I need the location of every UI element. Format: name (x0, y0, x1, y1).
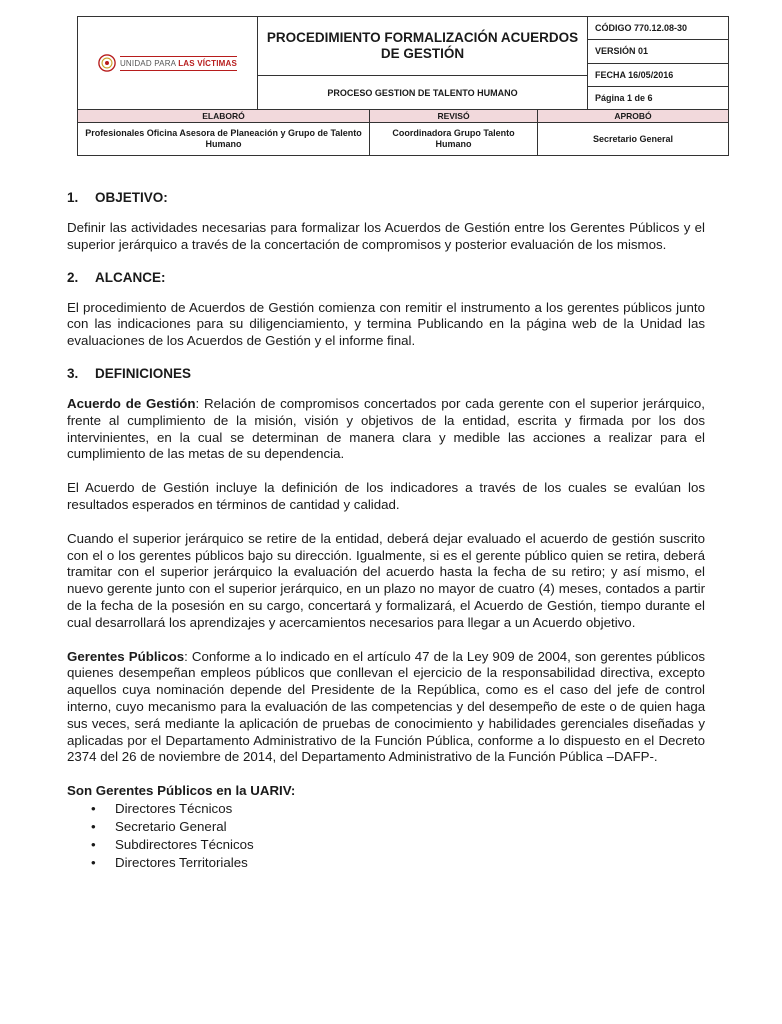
list-item: • Secretario General (115, 818, 705, 836)
process-name: PROCESO GESTION DE TALENTO HUMANO (327, 87, 518, 98)
list-title: Son Gerentes Públicos en la UARIV: (67, 783, 296, 799)
document-date: FECHA 16/05/2016 (588, 64, 728, 87)
signature-value: Secretario General (592, 133, 674, 144)
signature-reviso (370, 110, 538, 155)
signature-heading: APROBÓ (538, 110, 728, 123)
logo-cell (78, 17, 258, 109)
signature-elaboro (78, 110, 370, 155)
definition-gerentes-publicos: Gerentes Públicos: Conforme a lo indicado en el artículo 47 de la Ley 909 de 2004, son gerentes públicos quienes desempeñan empleos públicos que conllevan el ejercicio de la responsabilidad directiva, excepto aquellos cuya nominación depende del Presidente de la República, como es el caso del jefe de control interno, cuyo mecanismo para la evaluación de las competencias y del desempeño de este o de quien haga sus veces, será mediante la aplicación de pruebas de conocimiento y habilidades gerenciales diseñadas y aplicadas por el Departamento Administrativo de la Función Pública, conforme a lo dispuesto en el Decreto 2374 del 26 de noviembre de 2014, del Departamento Administrativo de la Función Pública –DAFP-. (67, 648, 705, 765)
definition-acuerdo-de-gestion: Acuerdo de Gestión: Relación de compromisos concertados por cada gerente con el superior jerárquico, frente al cumplimiento de la misión, visión y objetivos de la entidad, escrita y firmada por los dos intervinientes, en la cual se determinan de manera clara y medible las acciones a realizar para el cumplimiento de las metas de su dependencia. (67, 395, 705, 462)
logo-text: UNIDAD PARA LAS VÍCTIMAS (120, 56, 237, 71)
term-label: Gerentes Públicos (67, 648, 185, 664)
section-objetivo-text: Definir las actividades necesarias para formalizar los Acuerdos de Gestión entre los Gerentes Públicos y el superior jerárquico a través de la concertación de compromisos y posterior evaluación de los mismos. (67, 220, 705, 252)
term-label: Acuerdo de Gestión (67, 395, 196, 411)
signature-heading: ELABORÓ (78, 110, 369, 123)
document-code: CÓDIGO 770.12.08-30 (588, 17, 728, 40)
list-item: • Directores Territoriales (115, 854, 705, 872)
signature-aprobo (538, 110, 728, 155)
signature-heading: REVISÓ (370, 110, 537, 123)
logo (98, 54, 237, 72)
document-header (77, 16, 729, 156)
document-title: PROCEDIMIENTO FORMALIZACIÓN ACUERDOS DE GESTIÓN (258, 17, 587, 76)
header-top-row (77, 16, 729, 110)
title-cell (258, 17, 588, 109)
signatures-row (77, 110, 729, 156)
list-item: • Subdirectores Técnicos (115, 836, 705, 854)
section-alcance-title: 2. ALCANCE: (67, 269, 166, 285)
code-cell (588, 17, 728, 109)
list-item: • Directores Técnicos (115, 800, 705, 818)
section-definiciones-title: 3. DEFINICIONES (67, 365, 192, 381)
section-alcance-text: El procedimiento de Acuerdos de Gestión comienza con remitir el instrumento a los gerentes públicos junto con las indicaciones para su diligenciamiento, y termina Publicando en la página web de la Unidad las evaluaciones de los Acuerdos de Gestión y el informe final. (67, 299, 705, 349)
document-version: VERSIÓN 01 (588, 40, 728, 63)
page-number: Página 1 de 6 (595, 92, 653, 103)
signature-value: Profesionales Oficina Asesora de Planeación y Grupo de Talento Humano (85, 128, 362, 149)
seal-icon (98, 54, 116, 72)
definition-paragraph: El Acuerdo de Gestión incluye la definición de los indicadores a través de los cuales se evalúan los resultados esperados en términos de cantidad y calidad. (67, 480, 705, 512)
definition-paragraph: Cuando el superior jerárquico se retire de la entidad, deberá dejar evaluado el acuerdo de gestión suscrito con el o los gerentes públicos bajo su dirección. Igualmente, si es el gerente público quien se retira, deberá tramitar con el superior jerárquico la evaluación del acuerdo hasta la fecha de su retiro; y así mismo, el nuevo gerente junto con el superior jerárquico, en un plazo no mayor de cuatro (4) meses, contados a partir de la fecha de la posesión en su cargo, concertará y formalizará, el Acuerdo de Gestión, tiempo durante el cual desarrollará los aprendizajes y acercamientos necesarios para llegar a un Acuerdo objetivo. (67, 530, 705, 630)
gerentes-list (67, 800, 705, 872)
section-objetivo-title: 1. OBJETIVO: (67, 190, 168, 205)
signature-value: Coordinadora Grupo Talento Humano (392, 128, 515, 149)
document-body (67, 190, 705, 872)
